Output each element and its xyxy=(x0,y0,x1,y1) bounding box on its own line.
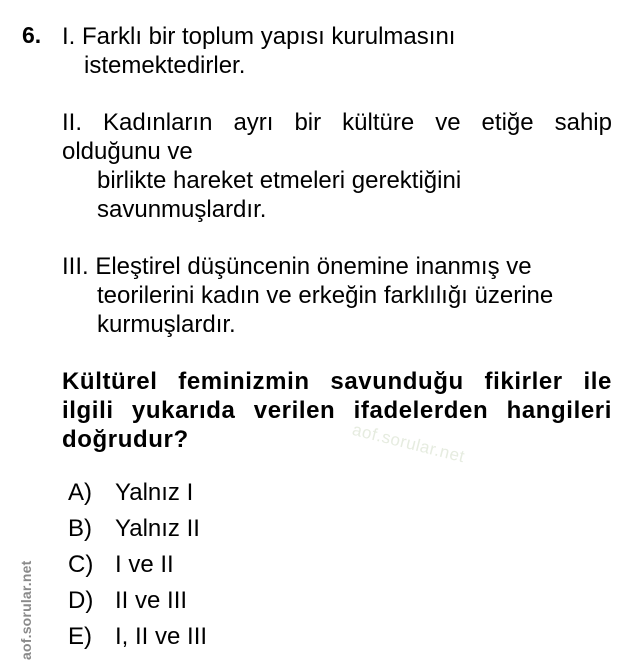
question-number: 6. xyxy=(22,22,42,48)
option-d-letter: D) xyxy=(68,587,94,614)
statement-3-line-2: teorilerini kadın ve erkeğin farklılığı üzerine xyxy=(97,282,554,309)
option-b-letter: B) xyxy=(68,515,92,542)
option-c-text: I ve II xyxy=(115,551,174,578)
option-a-text: Yalnız I xyxy=(115,479,194,506)
question-prompt-line-3: doğrudur? xyxy=(62,426,189,453)
option-b-text: Yalnız II xyxy=(115,515,200,542)
statement-2-line-2: olduğunu ve xyxy=(62,138,193,165)
option-a-letter: A) xyxy=(68,479,92,506)
watermark-diagonal: aof.sorular.net xyxy=(350,420,467,467)
watermark-side: aof.sorular.net xyxy=(18,560,34,660)
statement-1-line-2: istemektedirler. xyxy=(84,52,246,79)
option-e-text: I, II ve III xyxy=(115,623,208,650)
option-d-text: II ve III xyxy=(115,587,188,614)
statement-3-line-1: III. Eleştirel düşüncenin önemine inanmış ve xyxy=(62,253,532,280)
option-c-letter: C) xyxy=(68,551,94,578)
statement-1-line-1: I. Farklı bir toplum yapısı kurulmasını xyxy=(62,23,456,50)
statement-2-line-3: birlikte hareket etmeleri gerektiğini xyxy=(97,167,462,194)
question-prompt-line-1: Kültürel feminizmin savunduğu fikirler ile xyxy=(62,368,612,395)
question-prompt-line-2: ilgili yukarıda verilen ifadelerden hangileri xyxy=(62,397,612,424)
option-e-letter: E) xyxy=(68,623,92,650)
statement-2-line-1: II. Kadınların ayrı bir kültüre ve etiğe sahip xyxy=(62,109,612,136)
statement-2-line-4: savunmuşlardır. xyxy=(97,196,267,223)
statement-3-line-3: kurmuşlardır. xyxy=(97,311,236,338)
